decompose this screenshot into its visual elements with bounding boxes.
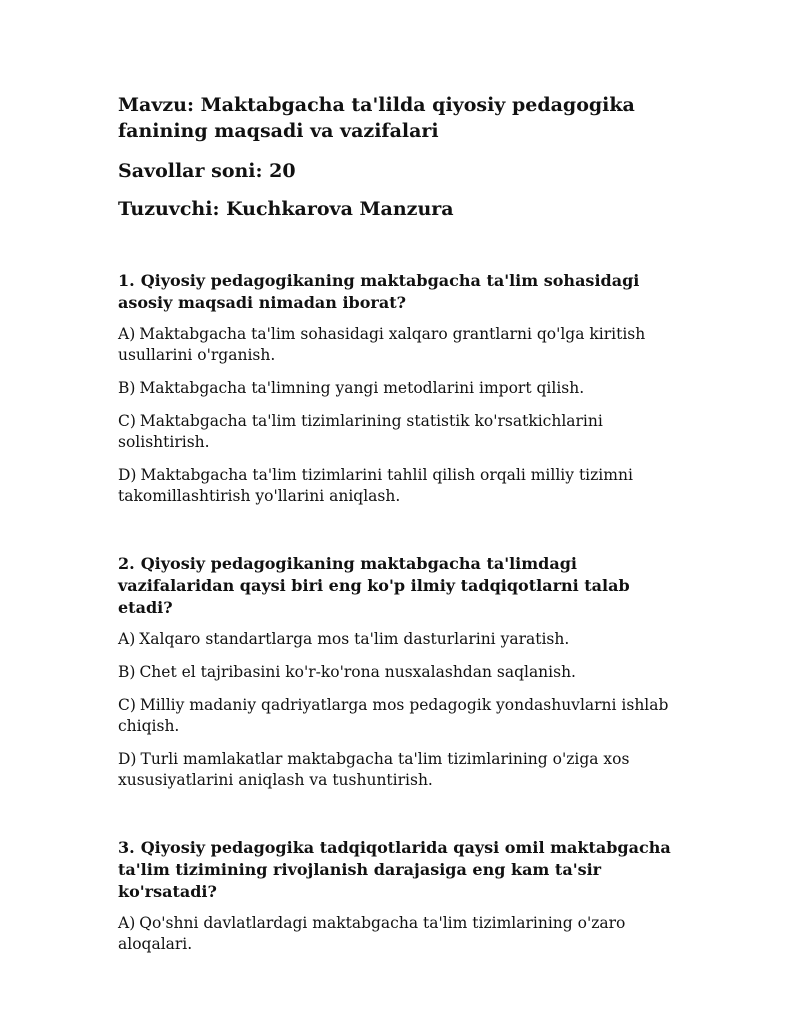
answer-option-d	[118, 749, 688, 791]
question-2	[118, 553, 688, 791]
option-letter: B)	[118, 663, 136, 681]
question-text	[118, 837, 688, 903]
option-letter: A)	[118, 630, 136, 648]
question-count: Savollar soni: 20	[118, 160, 296, 182]
answer-option-a	[118, 324, 688, 366]
answer-option-d	[118, 465, 688, 507]
question-body: Qiyosiy pedagogikaning maktabgacha ta'lim sohasidagi asosiy maqsadi nimadan iborat?	[118, 271, 640, 312]
question-3	[118, 837, 688, 955]
author-line: Tuzuvchi: Kuchkarova Manzura	[118, 198, 454, 220]
question-text	[118, 553, 688, 619]
question-body: Qiyosiy pedagogika tadqiqotlarida qaysi omil maktabgacha ta'lim tizimining rivojlanish darajasiga eng kam ta'sir ko'rsatadi?	[118, 838, 671, 901]
document-header	[118, 92, 688, 222]
option-text: Turli mamlakatlar maktabgacha ta'lim tizimlarining o'ziga xos xususiyatlarini aniqlash va tushuntirish.	[118, 750, 630, 789]
option-letter: C)	[118, 696, 136, 714]
question-body: Qiyosiy pedagogikaning maktabgacha ta'limdagi vazifalaridan qaysi biri eng ko'p ilmiy tadqiqotlarni talab etadi?	[118, 554, 630, 617]
question-number: 1.	[118, 271, 135, 290]
option-letter: A)	[118, 914, 136, 932]
topic-title: Mavzu: Maktabgacha ta'lilda qiyosiy pedagogika fanining maqsadi va vazifalari	[118, 94, 635, 142]
question-text	[118, 270, 688, 314]
answer-option-c	[118, 695, 688, 737]
answer-option-b	[118, 662, 688, 683]
option-text: Maktabgacha ta'lim tizimlarining statistik ko'rsatkichlarini solishtirish.	[118, 412, 603, 451]
option-letter: A)	[118, 325, 136, 343]
question-1	[118, 270, 688, 507]
option-text: Maktabgacha ta'lim tizimlarini tahlil qilish orqali milliy tizimni takomillashtirish yo'llarini aniqlash.	[118, 466, 633, 505]
question-number: 3.	[118, 838, 135, 857]
option-text: Xalqaro standartlarga mos ta'lim dasturlarini yaratish.	[139, 630, 570, 648]
option-letter: D)	[118, 466, 137, 484]
answer-option-c	[118, 411, 688, 453]
question-number: 2.	[118, 554, 135, 573]
option-letter: C)	[118, 412, 136, 430]
answer-option-a	[118, 913, 688, 955]
answer-option-a	[118, 629, 688, 650]
option-text: Milliy madaniy qadriyatlarga mos pedagogik yondashuvlarni ishlab chiqish.	[118, 696, 669, 735]
answer-option-b	[118, 378, 688, 399]
option-text: Maktabgacha ta'lim sohasidagi xalqaro grantlarni qo'lga kiritish usullarini o'rganish.	[118, 325, 646, 364]
option-letter: B)	[118, 379, 136, 397]
option-letter: D)	[118, 750, 137, 768]
option-text: Qo'shni davlatlardagi maktabgacha ta'lim tizimlarining o'zaro aloqalari.	[118, 914, 626, 953]
option-text: Maktabgacha ta'limning yangi metodlarini import qilish.	[139, 379, 585, 397]
document-page	[118, 92, 688, 1001]
option-text: Chet el tajribasini ko'r-ko'rona nusxalashdan saqlanish.	[139, 663, 576, 681]
